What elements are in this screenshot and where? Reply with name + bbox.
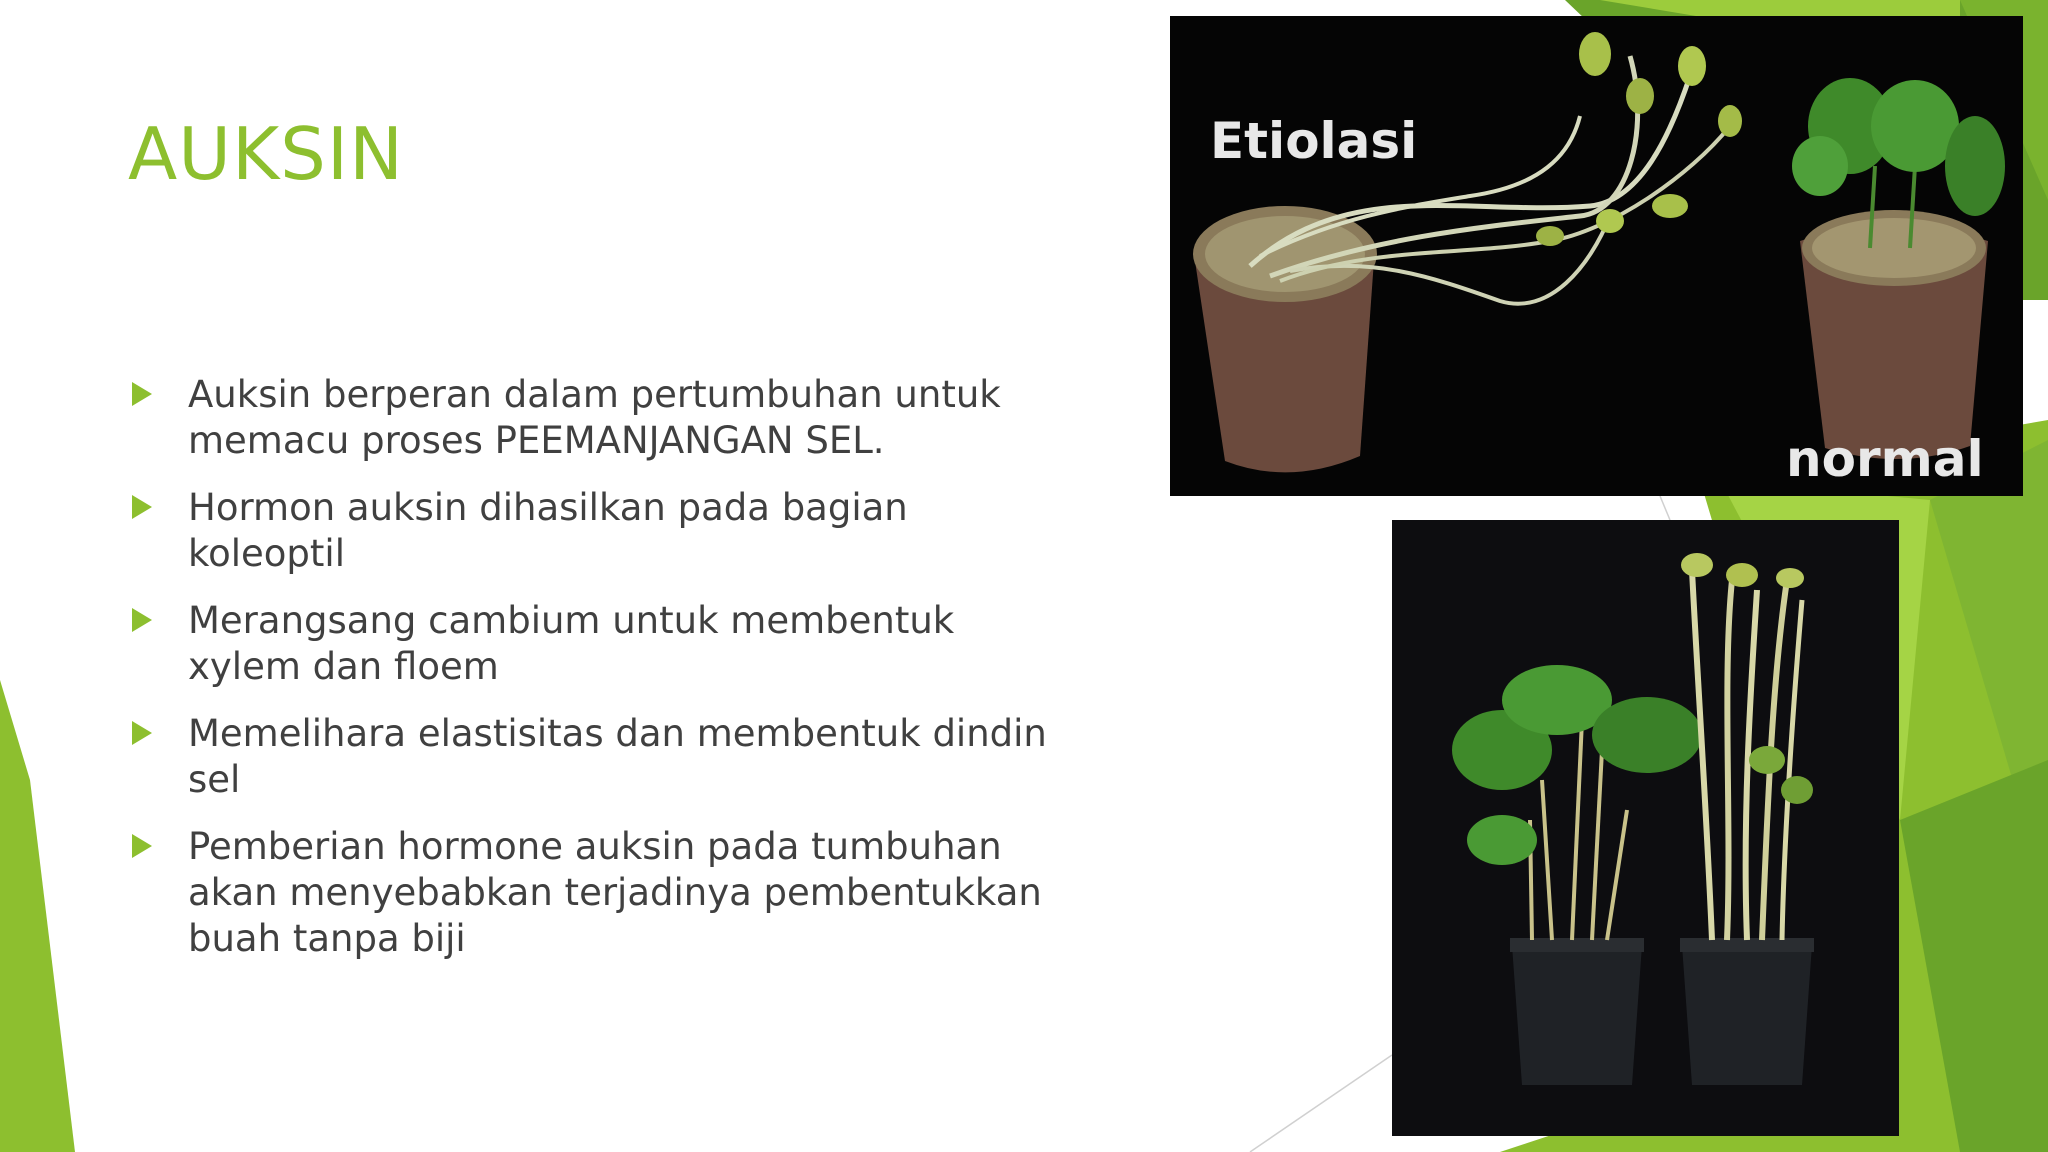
slide-title: AUKSIN: [128, 112, 404, 196]
comparison-photo: [1392, 520, 1899, 1136]
triangle-right-icon: [132, 495, 152, 519]
comparison-illustration: [1392, 520, 1899, 1136]
etiolasi-label: Etiolasi: [1210, 112, 1418, 170]
bullet-text: Merangsang cambium untuk membentuk xylem dan floem: [188, 599, 955, 688]
bullet-list: [130, 372, 1050, 983]
bullet-text: Auksin berperan dalam pertumbuhan untuk memacu proses PEEMANJANGAN SEL.: [188, 373, 1001, 462]
bullet-item: [130, 485, 1050, 577]
bullet-item: [130, 711, 1050, 803]
bullet-item: [130, 372, 1050, 464]
etiolasi-photo: [1170, 16, 2023, 496]
triangle-right-icon: [132, 834, 152, 858]
bullet-text: Memelihara elastisitas dan membentuk dindin sel: [188, 712, 1047, 801]
triangle-right-icon: [132, 382, 152, 406]
triangle-right-icon: [132, 721, 152, 745]
normal-label: normal: [1786, 430, 1984, 488]
bullet-text: Hormon auksin dihasilkan pada bagian koleoptil: [188, 486, 908, 575]
triangle-right-icon: [132, 608, 152, 632]
bullet-item: [130, 824, 1050, 962]
etiolasi-illustration: [1170, 16, 2023, 496]
bullet-item: [130, 598, 1050, 690]
bullet-text: Pemberian hormone auksin pada tumbuhan akan menyebabkan terjadinya pembentukkan buah tanpa biji: [188, 825, 1042, 960]
